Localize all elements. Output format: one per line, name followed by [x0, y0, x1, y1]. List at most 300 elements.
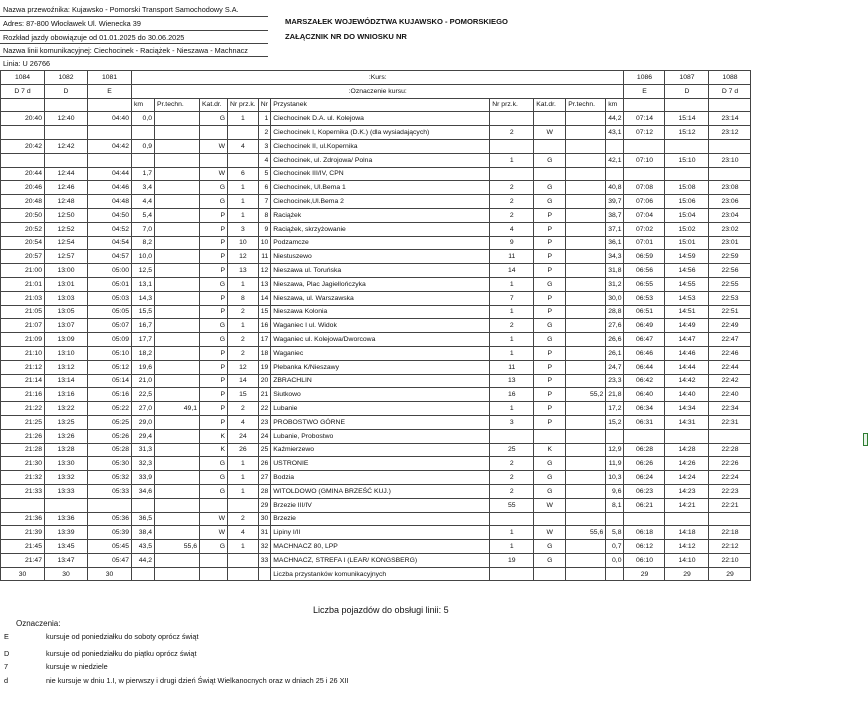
departure-time — [1, 153, 45, 167]
departure-time: 05:33 — [88, 484, 132, 498]
stop-number-cell: 2 — [490, 181, 534, 195]
departure-time: 14:21 — [665, 498, 709, 512]
stop-nr-cell: 16 — [258, 319, 271, 333]
techn-speed-cell — [566, 291, 606, 305]
road-category-cell: G — [200, 319, 228, 333]
departure-time: 21:36 — [1, 512, 45, 526]
techn-speed-cell — [566, 402, 606, 416]
departure-time — [709, 512, 751, 526]
km-cell: 7,0 — [132, 222, 155, 236]
departure-time: 06:21 — [624, 498, 665, 512]
road-category-cell: P — [200, 264, 228, 278]
departure-time — [88, 153, 132, 167]
stop-nr-cell: 1 — [258, 112, 271, 126]
km-cell — [132, 498, 155, 512]
departure-time: 05:05 — [88, 305, 132, 319]
table-row — [1, 498, 751, 512]
km-cell — [606, 429, 624, 443]
departure-time: 06:49 — [624, 319, 665, 333]
road-category-cell: W — [534, 126, 566, 140]
stop-number-cell: 2 — [490, 457, 534, 471]
legend-code: 7 — [4, 662, 9, 671]
stop-name: Ciechocinek,Ul.Bema 2 — [271, 195, 490, 209]
stop-nr-cell: 4 — [258, 153, 271, 167]
validity-period: Rozkład jazdy obowiązuje od 01.01.2025 do 30.06.2025 — [3, 33, 185, 42]
km-cell: 44,2 — [132, 553, 155, 567]
departure-time: 07:12 — [624, 126, 665, 140]
stop-nr-cell: 6 — [258, 181, 271, 195]
techn-speed-cell — [155, 553, 200, 567]
table-row — [1, 291, 751, 305]
road-category-cell: G — [534, 540, 566, 554]
departure-time: 05:07 — [88, 319, 132, 333]
stop-name: PROBOSTWO GÓRNE — [271, 415, 490, 429]
road-category-cell: P — [534, 415, 566, 429]
departure-time: 21:32 — [1, 471, 45, 485]
stop-name: Nieszawa, ul. Warszawska — [271, 291, 490, 305]
stop-number-cell: 2 — [228, 333, 259, 347]
departure-time: 13:00 — [45, 264, 88, 278]
departure-time: 23:01 — [709, 236, 751, 250]
stop-number-cell: 9 — [490, 236, 534, 250]
departure-time: 06:28 — [624, 443, 665, 457]
km-cell: 0,0 — [132, 112, 155, 126]
marking-label: :Oznaczenie kursu: — [132, 84, 624, 98]
road-category-cell: P — [534, 291, 566, 305]
departure-time: 12:42 — [45, 139, 88, 153]
table-row — [1, 319, 751, 333]
techn-speed-cell: 55,6 — [566, 526, 606, 540]
km-cell: 43,5 — [132, 540, 155, 554]
legend-title: Oznaczenia: — [16, 619, 61, 628]
departure-time: 13:03 — [45, 291, 88, 305]
techn-speed-cell — [566, 208, 606, 222]
techn-speed-cell — [155, 415, 200, 429]
table-row — [1, 484, 751, 498]
departure-time: 23:08 — [709, 181, 751, 195]
departure-time: 21:22 — [1, 402, 45, 416]
stop-number-cell: 12 — [228, 250, 259, 264]
techn-speed-cell — [566, 443, 606, 457]
header-kat-right: Kat.dr. — [534, 98, 566, 112]
stop-number-cell: 2 — [490, 471, 534, 485]
departure-time: 04:52 — [88, 222, 132, 236]
departure-time: 13:30 — [45, 457, 88, 471]
km-cell — [132, 153, 155, 167]
departure-time: 22:55 — [709, 277, 751, 291]
km-cell: 26,1 — [606, 346, 624, 360]
stop-number-cell: 1 — [490, 402, 534, 416]
techn-speed-cell — [155, 429, 200, 443]
techn-speed-cell — [155, 471, 200, 485]
departure-time: 14:31 — [665, 415, 709, 429]
km-cell: 34,3 — [606, 250, 624, 264]
departure-time: 15:01 — [665, 236, 709, 250]
departure-time: 14:47 — [665, 333, 709, 347]
departure-time: 22:10 — [709, 553, 751, 567]
km-cell: 17,2 — [606, 402, 624, 416]
stop-number-cell — [228, 126, 259, 140]
divider — [0, 56, 268, 57]
km-cell: 44,2 — [606, 112, 624, 126]
departure-time: 07:02 — [624, 222, 665, 236]
techn-speed-cell — [566, 139, 606, 153]
km-cell: 21,0 — [132, 374, 155, 388]
techn-speed-cell — [566, 457, 606, 471]
departure-time: 06:42 — [624, 374, 665, 388]
departure-time: 14:18 — [665, 526, 709, 540]
road-category-cell — [200, 126, 228, 140]
departure-time — [88, 126, 132, 140]
stop-nr-cell: 12 — [258, 264, 271, 278]
departure-time — [1, 126, 45, 140]
stop-number-cell — [490, 112, 534, 126]
road-category-cell — [534, 429, 566, 443]
km-cell: 37,1 — [606, 222, 624, 236]
stops-count-label: Liczba przystanków komunikacyjnych — [271, 567, 490, 581]
techn-speed-cell — [566, 195, 606, 209]
departure-time: 21:14 — [1, 374, 45, 388]
departure-time: 06:40 — [624, 388, 665, 402]
km-cell: 39,7 — [606, 195, 624, 209]
stop-nr-cell: 30 — [258, 512, 271, 526]
stop-number-cell: 1 — [228, 208, 259, 222]
techn-speed-cell — [155, 167, 200, 181]
road-category-cell: G — [534, 553, 566, 567]
course-marking: D 7 d — [709, 84, 751, 98]
road-category-cell: P — [534, 208, 566, 222]
km-cell: 33,9 — [132, 471, 155, 485]
departure-time — [624, 429, 665, 443]
stop-number-cell: 3 — [490, 415, 534, 429]
km-cell: 10,0 — [132, 250, 155, 264]
header-cell — [88, 98, 132, 112]
table-row — [1, 540, 751, 554]
stop-number-cell: 2 — [228, 512, 259, 526]
techn-speed-cell — [566, 498, 606, 512]
stop-number-cell: 4 — [490, 222, 534, 236]
road-category-cell: P — [534, 402, 566, 416]
legend-code: d — [4, 676, 9, 685]
departure-time: 21:30 — [1, 457, 45, 471]
km-cell: 12,5 — [132, 264, 155, 278]
departure-time: 21:26 — [1, 429, 45, 443]
stop-name: WITOLDOWO (GMINA BRZEŚĆ KUJ.) — [271, 484, 490, 498]
table-row — [1, 471, 751, 485]
stop-nr-cell: 14 — [258, 291, 271, 305]
stop-name: Ciechocinek II, ul.Kopernika — [271, 139, 490, 153]
departure-time: 13:28 — [45, 443, 88, 457]
techn-speed-cell — [155, 319, 200, 333]
departure-time: 05:14 — [88, 374, 132, 388]
departure-time: 13:36 — [45, 512, 88, 526]
road-category-cell: G — [200, 471, 228, 485]
legend-code: E — [4, 632, 9, 641]
departure-time: 13:01 — [45, 277, 88, 291]
cell-selection-marker[interactable] — [863, 433, 868, 446]
stop-number-cell: 1 — [490, 305, 534, 319]
departure-time: 14:44 — [665, 360, 709, 374]
stop-number-cell: 2 — [228, 402, 259, 416]
stop-number-cell: 1 — [228, 540, 259, 554]
departure-time: 05:30 — [88, 457, 132, 471]
table-row — [1, 167, 751, 181]
stop-number-cell: 11 — [490, 360, 534, 374]
techn-speed-cell — [566, 429, 606, 443]
departure-time: 04:40 — [88, 112, 132, 126]
legend-description: nie kursuje w dniu 1.I, w pierwszy i drugi dzień Świąt Wielkanocnych oraz w dniach 25 i 26 XII — [46, 676, 349, 685]
techn-speed-cell — [155, 195, 200, 209]
km-cell: 30,0 — [606, 291, 624, 305]
road-category-cell: G — [200, 181, 228, 195]
road-category-cell: G — [200, 112, 228, 126]
stop-number-cell: 1 — [490, 346, 534, 360]
table-row — [1, 277, 751, 291]
departure-time: 21:25 — [1, 415, 45, 429]
departure-time: 20:42 — [1, 139, 45, 153]
km-cell: 31,3 — [132, 443, 155, 457]
course-number: 1082 — [45, 71, 88, 85]
road-category-cell: P — [534, 346, 566, 360]
departure-time — [665, 512, 709, 526]
road-category-cell: G — [534, 333, 566, 347]
divider — [0, 30, 268, 31]
departure-time: 06:18 — [624, 526, 665, 540]
stop-nr-cell: 9 — [258, 222, 271, 236]
stops-count: 29 — [709, 567, 751, 581]
departure-time: 23:12 — [709, 126, 751, 140]
road-category-cell: P — [200, 250, 228, 264]
departure-time — [665, 429, 709, 443]
techn-speed-cell — [566, 181, 606, 195]
km-cell: 43,1 — [606, 126, 624, 140]
stop-number-cell — [228, 498, 259, 512]
vehicles-count: Liczba pojazdów do obsługi linii: 5 — [313, 605, 449, 615]
road-category-cell — [534, 112, 566, 126]
header-nr-prz-right: Nr prz.k. — [490, 98, 534, 112]
road-category-cell: G — [534, 319, 566, 333]
table-row — [1, 360, 751, 374]
road-category-cell: K — [200, 429, 228, 443]
header-nr-prz: Nr prz.k. — [228, 98, 259, 112]
departure-time: 13:16 — [45, 388, 88, 402]
course-number-row — [1, 71, 751, 85]
techn-speed-cell — [155, 360, 200, 374]
road-category-cell — [534, 139, 566, 153]
stops-count: 30 — [88, 567, 132, 581]
empty-cell — [566, 567, 606, 581]
departure-time: 06:47 — [624, 333, 665, 347]
stop-name: Raciążek — [271, 208, 490, 222]
techn-speed-cell: 55,6 — [155, 540, 200, 554]
stop-nr-cell: 22 — [258, 402, 271, 416]
techn-speed-cell: 49,1 — [155, 402, 200, 416]
road-category-cell: G — [534, 471, 566, 485]
km-cell: 28,8 — [606, 305, 624, 319]
empty-cell — [155, 567, 200, 581]
table-row — [1, 195, 751, 209]
departure-time: 05:36 — [88, 512, 132, 526]
departure-time: 23:14 — [709, 112, 751, 126]
departure-time: 13:12 — [45, 360, 88, 374]
stop-number-cell: 1 — [228, 112, 259, 126]
legend-description: kursuje od poniedziałku do soboty oprócz świąt — [46, 632, 199, 641]
line-number: Linia: U 26766 — [3, 59, 51, 68]
departure-time: 14:51 — [665, 305, 709, 319]
departure-time — [45, 498, 88, 512]
road-category-cell: P — [200, 305, 228, 319]
course-marking-row — [1, 84, 751, 98]
stop-name: MACHNACZ 80, LPP — [271, 540, 490, 554]
departure-time: 22:44 — [709, 360, 751, 374]
road-category-cell: W — [200, 512, 228, 526]
course-number: 1081 — [88, 71, 132, 85]
techn-speed-cell — [155, 443, 200, 457]
departure-time: 13:14 — [45, 374, 88, 388]
techn-speed-cell — [155, 181, 200, 195]
departure-time: 13:10 — [45, 346, 88, 360]
departure-time: 20:46 — [1, 181, 45, 195]
header-kat: Kat.dr. — [200, 98, 228, 112]
stop-nr-cell: 27 — [258, 471, 271, 485]
legend-description: kursuje w niedziele — [46, 662, 108, 671]
stop-number-cell: 4 — [228, 139, 259, 153]
road-category-cell: W — [200, 526, 228, 540]
road-category-cell: W — [534, 526, 566, 540]
departure-time — [709, 167, 751, 181]
stop-number-cell: 25 — [490, 443, 534, 457]
departure-time: 22:53 — [709, 291, 751, 305]
departure-time: 21:10 — [1, 346, 45, 360]
km-cell: 15,2 — [606, 415, 624, 429]
empty-cell — [606, 567, 624, 581]
departure-time: 22:42 — [709, 374, 751, 388]
road-category-cell: P — [534, 388, 566, 402]
stop-number-cell: 8 — [228, 291, 259, 305]
stop-nr-cell: 26 — [258, 457, 271, 471]
techn-speed-cell — [566, 415, 606, 429]
km-cell: 42,1 — [606, 153, 624, 167]
departure-time: 14:23 — [665, 484, 709, 498]
course-marking: D — [665, 84, 709, 98]
departure-time: 05:01 — [88, 277, 132, 291]
techn-speed-cell — [155, 277, 200, 291]
departure-time: 06:44 — [624, 360, 665, 374]
departure-time: 06:34 — [624, 402, 665, 416]
techn-speed-cell — [566, 236, 606, 250]
stop-nr-cell: 24 — [258, 429, 271, 443]
km-cell: 29,4 — [132, 429, 155, 443]
stop-number-cell: 1 — [228, 457, 259, 471]
empty-cell — [132, 567, 155, 581]
techn-speed-cell — [155, 512, 200, 526]
stop-number-cell: 10 — [228, 236, 259, 250]
techn-speed-cell — [155, 305, 200, 319]
departure-time: 22:31 — [709, 415, 751, 429]
techn-speed-cell: 55,2 — [566, 388, 606, 402]
km-cell: 16,7 — [132, 319, 155, 333]
departure-time: 14:34 — [665, 402, 709, 416]
departure-time: 14:26 — [665, 457, 709, 471]
departure-time: 05:45 — [88, 540, 132, 554]
road-category-cell: G — [200, 457, 228, 471]
km-cell: 15,5 — [132, 305, 155, 319]
departure-time: 15:02 — [665, 222, 709, 236]
road-category-cell — [534, 167, 566, 181]
techn-speed-cell — [566, 346, 606, 360]
techn-speed-cell — [566, 305, 606, 319]
departure-time: 21:33 — [1, 484, 45, 498]
stop-nr-cell: 15 — [258, 305, 271, 319]
departure-time: 20:52 — [1, 222, 45, 236]
table-row — [1, 415, 751, 429]
departure-time: 21:28 — [1, 443, 45, 457]
techn-speed-cell — [566, 512, 606, 526]
road-category-cell: G — [200, 540, 228, 554]
departure-time: 22:59 — [709, 250, 751, 264]
departure-time: 14:24 — [665, 471, 709, 485]
departure-time: 06:23 — [624, 484, 665, 498]
km-cell: 0,7 — [606, 540, 624, 554]
departure-time: 06:31 — [624, 415, 665, 429]
stop-nr-cell: 29 — [258, 498, 271, 512]
stop-name: USTRONIE — [271, 457, 490, 471]
stop-number-cell: 13 — [228, 264, 259, 278]
carrier-address: Adres: 87-800 Włocławek Ul. Wienecka 39 — [3, 19, 141, 28]
stop-name: Brzezie — [271, 512, 490, 526]
stop-nr-cell: 7 — [258, 195, 271, 209]
road-category-cell: P — [534, 236, 566, 250]
departure-time: 06:56 — [624, 264, 665, 278]
road-category-cell: P — [534, 264, 566, 278]
stops-count: 29 — [624, 567, 665, 581]
departure-time: 23:06 — [709, 195, 751, 209]
road-category-cell: P — [200, 346, 228, 360]
stop-number-cell: 2 — [228, 346, 259, 360]
road-category-cell: G — [200, 333, 228, 347]
departure-time: 12:40 — [45, 112, 88, 126]
road-category-cell: G — [534, 195, 566, 209]
road-category-cell: P — [200, 415, 228, 429]
stop-name: Waganiec I ul. Widok — [271, 319, 490, 333]
table-row — [1, 153, 751, 167]
departure-time — [709, 429, 751, 443]
departure-time: 05:39 — [88, 526, 132, 540]
road-category-cell: G — [534, 484, 566, 498]
stop-name: Plebanka K/Nieszawy — [271, 360, 490, 374]
stop-number-cell: 1 — [228, 319, 259, 333]
departure-time: 22:24 — [709, 471, 751, 485]
table-row — [1, 333, 751, 347]
km-cell: 31,2 — [606, 277, 624, 291]
header-km-right: km — [606, 98, 624, 112]
header-nr: Nr — [258, 98, 271, 112]
techn-speed-cell — [155, 153, 200, 167]
road-category-cell: G — [534, 277, 566, 291]
stop-number-cell: 1 — [490, 526, 534, 540]
departure-time: 13:05 — [45, 305, 88, 319]
road-category-cell: P — [200, 236, 228, 250]
departure-time: 12:50 — [45, 208, 88, 222]
departure-time: 20:54 — [1, 236, 45, 250]
departure-time — [709, 139, 751, 153]
stop-nr-cell: 21 — [258, 388, 271, 402]
legend-code: D — [4, 649, 10, 658]
techn-speed-cell — [155, 112, 200, 126]
techn-speed-cell — [566, 277, 606, 291]
departure-time: 21:09 — [1, 333, 45, 347]
road-category-cell: P — [200, 374, 228, 388]
